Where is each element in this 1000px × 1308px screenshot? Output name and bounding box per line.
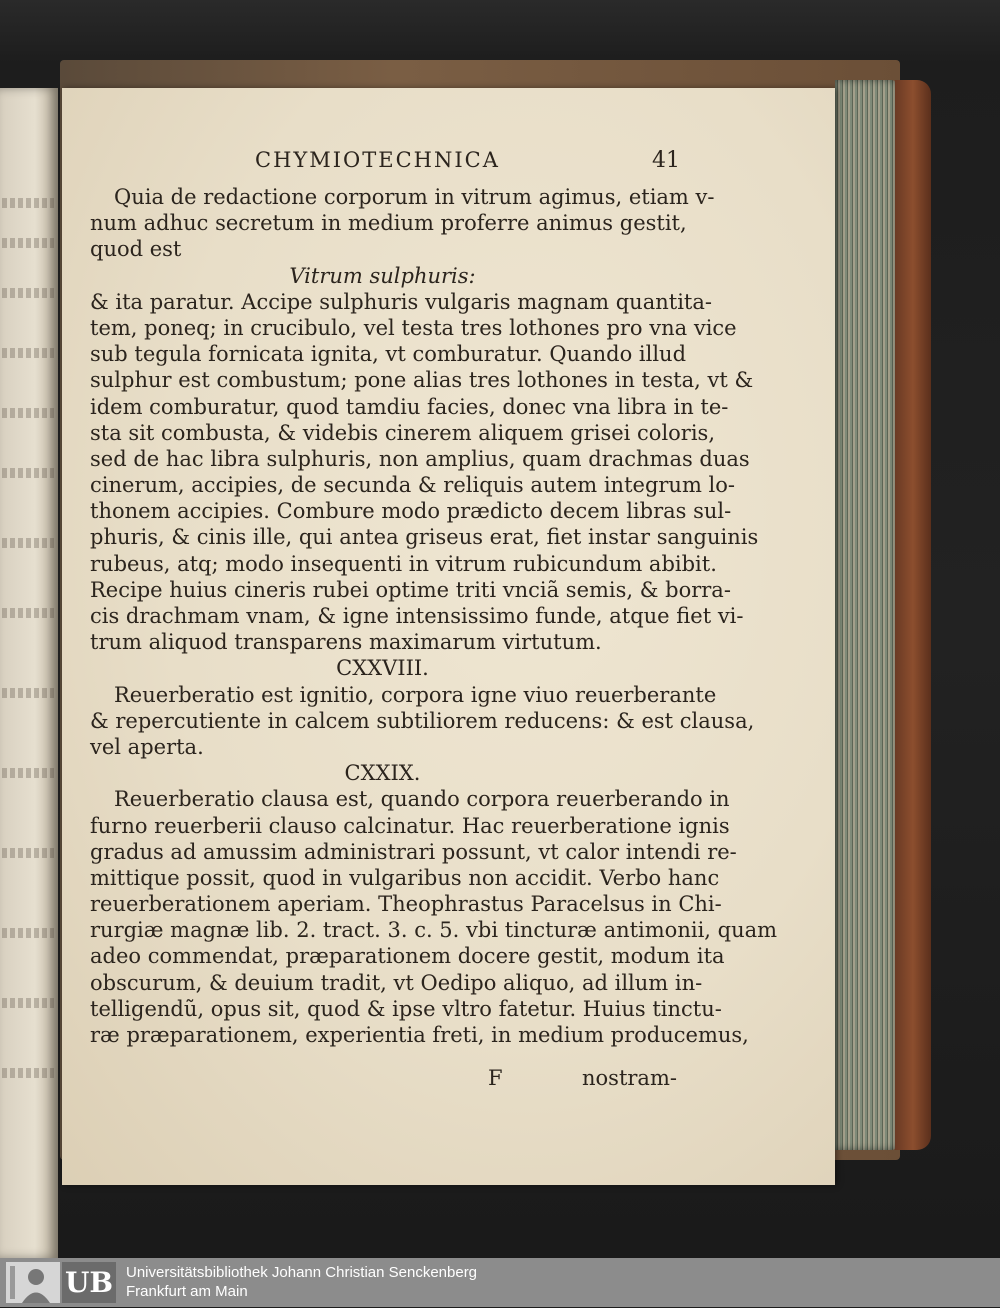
text-line: furno reuerberii clauso calcinatur. Hac reuerberatione ignis (90, 813, 730, 838)
text-line: sub tegula fornicata ignita, vt comburatur. Quando illud (90, 342, 687, 367)
section-heading: CXXVIII. (336, 656, 429, 681)
text-line: gradus ad amussim administrari possunt, vt calor intendi re- (90, 839, 737, 864)
text-line: quod est (90, 237, 182, 262)
text-line: trum aliquod transparens maximarum virtutum. (90, 630, 602, 655)
library-logo[interactable] (6, 1262, 116, 1303)
text-line: cinerum, accipies, de secunda & reliquis autem integrum lo- (90, 473, 735, 498)
ub-logo-text: UB (62, 1262, 116, 1303)
section-heading: CXXIX. (344, 761, 421, 786)
text-line: mittique possit, quod in vulgaribus non accidit. Verbo hanc (90, 865, 720, 890)
text-line: phuris, & cinis ille, qui antea griseus erat, fiet instar sanguinis (90, 525, 759, 550)
text-line: Reuerberatio est ignitio, corpora igne viuo reuerberante (114, 682, 717, 707)
text-line: ræ præparationem, experientia freti, in medium producemus, (90, 1023, 749, 1047)
portrait-icon (6, 1262, 60, 1303)
text-line: telligendũ, opus sit, quod & ipse vltro fatetur. Huius tinctu- (90, 996, 722, 1021)
library-footer (0, 1258, 1000, 1307)
text-line: Recipe huius cineris rubei optime triti vnciã semis, & borra- (90, 577, 731, 602)
catchword: nostram- (582, 1066, 677, 1090)
text-line: idem comburatur, quod tamdiu facies, donec vna libra in te- (90, 394, 729, 419)
text-line: thonem accipies. Combure modo prædicto decem libras sul- (90, 499, 732, 524)
text-line: Quia de redactione corporum in vitrum agimus, etiam v- (114, 185, 715, 209)
text-line: tem, poneq; in crucibulo, vel testa tres lothones pro vna vice (90, 315, 737, 340)
subheading: Vitrum sulphuris: (289, 263, 476, 288)
page-number: 41 (652, 148, 680, 173)
text-line: vel aperta. (90, 734, 204, 759)
text-line: cis drachmam vnam, & igne intensissimo funde, atque fiet vi- (90, 604, 744, 628)
signature-mark: F (488, 1066, 503, 1090)
facing-page-edge (0, 88, 58, 1258)
text-line: adeo commendat, præparationem docere gestit, modum ita (90, 944, 725, 969)
text-line: rubeus, atq; modo insequenti in vitrum rubicundum abibit. (90, 551, 717, 576)
text-line: Reuerberatio clausa est, quando corpora reuerberando in (114, 787, 730, 812)
running-head: CHYMIOTECHNICA (255, 148, 500, 172)
text-line: & repercutiente in calcem subtiliorem reducens: & est clausa, (90, 708, 755, 733)
text-block-1 (90, 184, 778, 1048)
text-line: rurgiæ magnæ lib. 2. tract. 3. c. 5. vbi tincturæ antimonii, quam (90, 918, 778, 943)
text-line: num adhuc secretum in medium proferre animus gestit, (90, 211, 687, 236)
page-block-edges (835, 80, 897, 1150)
text-line: obscurum, & deuium tradit, vt Oedipo aliquo, ad illum in- (90, 970, 703, 995)
footer-location: Frankfurt am Main (126, 1283, 248, 1300)
text-line: reuerberationem aperiam. Theophrastus Paracelsus in Chi- (90, 892, 722, 917)
footer-institution: Universitätsbibliothek Johann Christian Senckenberg (126, 1264, 478, 1281)
text-line: sed de hac libra sulphuris, non amplius, quam drachmas duas (90, 446, 750, 471)
text-line: sta sit combusta, & videbis cinerem aliquem grisei coloris, (90, 420, 716, 445)
text-line: & ita paratur. Accipe sulphuris vulgaris magnam quantita- (90, 289, 712, 314)
text-line: sulphur est combustum; pone alias tres lothones in testa, vt & (90, 368, 754, 393)
book-cover-edge (895, 80, 931, 1150)
